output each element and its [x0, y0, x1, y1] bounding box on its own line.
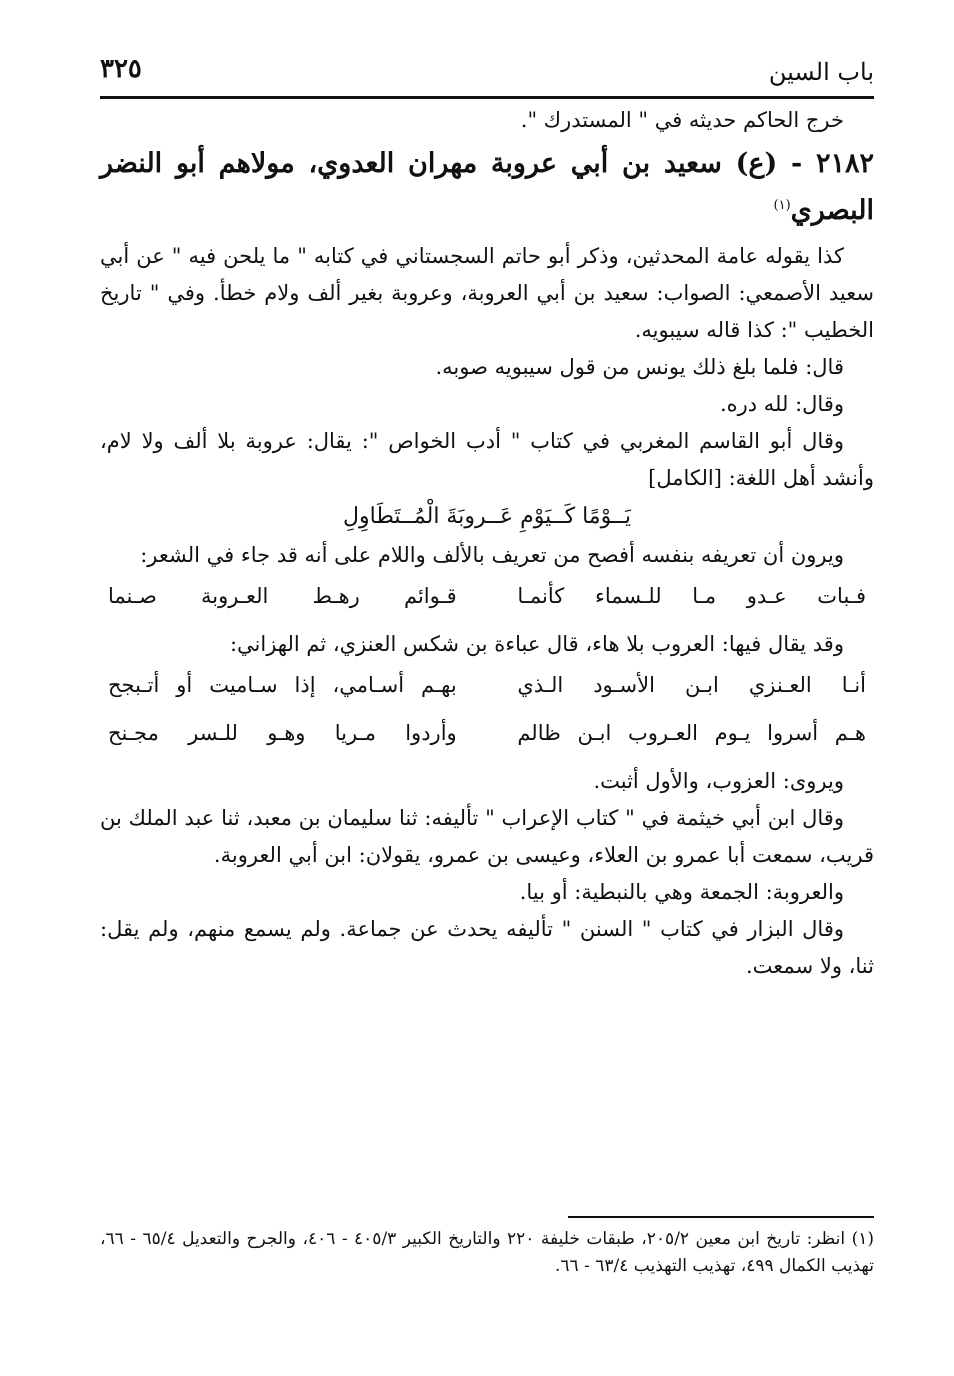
page-number: ٣٢٥: [100, 54, 142, 84]
footnote-marker: (١): [773, 198, 791, 213]
hemistich-first: أنـا العـنزي ابـن الأسـود الـذي: [517, 673, 866, 697]
verse-line: يَــوْمًا كَــيَوْمِ عَــروبَةَ الْمُــتَطَاوِلِ: [343, 504, 631, 529]
hemistich-second: قـوائم رهـط العـروبة صـنما: [108, 584, 457, 608]
book-page: [100, 40, 874, 1360]
paragraph: ويرون أن تعريفه بنفسه أفصح من تعريف بالألف واللام على أنه قد جاء في الشعر:: [140, 543, 844, 567]
running-head: باب السين: [768, 58, 874, 86]
poem-couplet: [100, 667, 874, 703]
paragraph: قال: فلما بلغ ذلك يونس من قول سيبويه صوبه.: [435, 355, 844, 379]
page-body: [100, 102, 874, 985]
paragraph: ويروى: العزوب، والأول أثبت.: [593, 769, 844, 793]
paragraph: والعروبة: الجمعة وهي بالنبطية: أو بيا.: [519, 880, 844, 904]
hemistich-second: بهـم أسـامي، إذا سـاميت أو أتـبجح: [108, 673, 457, 697]
hemistich-first: هـم أسروا يـوم العـروب ابـن ظالم: [517, 721, 866, 745]
text-line: خرج الحاكم حديثه في " المستدرك ".: [520, 108, 844, 132]
entry-heading-text: ٢١٨٢ - (ع) سعيد بن أبي عروبة مهران العدوي، مولاهم أبو النضر البصري: [100, 148, 874, 226]
entry-heading: [100, 143, 874, 232]
page-header: [100, 48, 874, 92]
paragraph: وقال ابن أبي خيثمة في " كتاب الإعراب " تأليفه: ثنا سليمان بن معبد، ثنا عبد الملك بن قريب، سمعت أبا عمرو بن العلاء، وعيسى بن عمرو، يقولان: ابن أبي العروبة.: [100, 806, 874, 867]
paragraph: وقال أبو القاسم المغربي في كتاب " أدب الخواص ": يقال: عروبة بلا ألف ولا لام، وأنشد أهل اللغة: [الكامل]: [100, 429, 874, 490]
hemistich-second: وأردوا مـريا وهـو للـسر مجـنح: [108, 721, 457, 745]
paragraph: وقال البزار في كتاب " السنن " تأليفه يحدث عن جماعة. ولم يسمع منهم، ولم يقل: ثنا، ولا سمعت.: [100, 917, 874, 978]
poem-couplet: [100, 578, 874, 614]
paragraph: وقال: لله دره.: [719, 392, 844, 416]
footnote: (١) انظر: تاريخ ابن معين ٢٠٥/٢، طبقات خليفة ٢٢٠ والتاريخ الكبير ٤٠٥/٣ - ٤٠٦، والجرح والتعديل ٦٥/٤ - ٦٦، تهذيب الكمال ٤٩٩، تهذيب التهذيب ٦٣/٤ - ٦٦.: [100, 1229, 874, 1276]
paragraph: وقد يقال فيها: العروب بلا هاء، قال عباءة بن شكس العنزي، ثم الهزاني:: [229, 632, 844, 656]
header-rule: [100, 96, 874, 99]
paragraph: كذا يقوله عامة المحدثين، وذكر أبو حاتم السجستاني في كتابه " ما يلحن فيه " عن أبي سعيد الأصمعي: الصواب: سعيد بن أبي العروبة، وعروبة بغير ألف ولام خطأ. وفي " تاريخ الخطيب ": كذا قاله سيبويه.: [100, 244, 874, 342]
hemistich-first: فـبات عـدو مـا للـسماء كأنمـا: [517, 584, 866, 608]
footnote-rule: [568, 1216, 874, 1218]
poem-couplet: [100, 715, 874, 751]
